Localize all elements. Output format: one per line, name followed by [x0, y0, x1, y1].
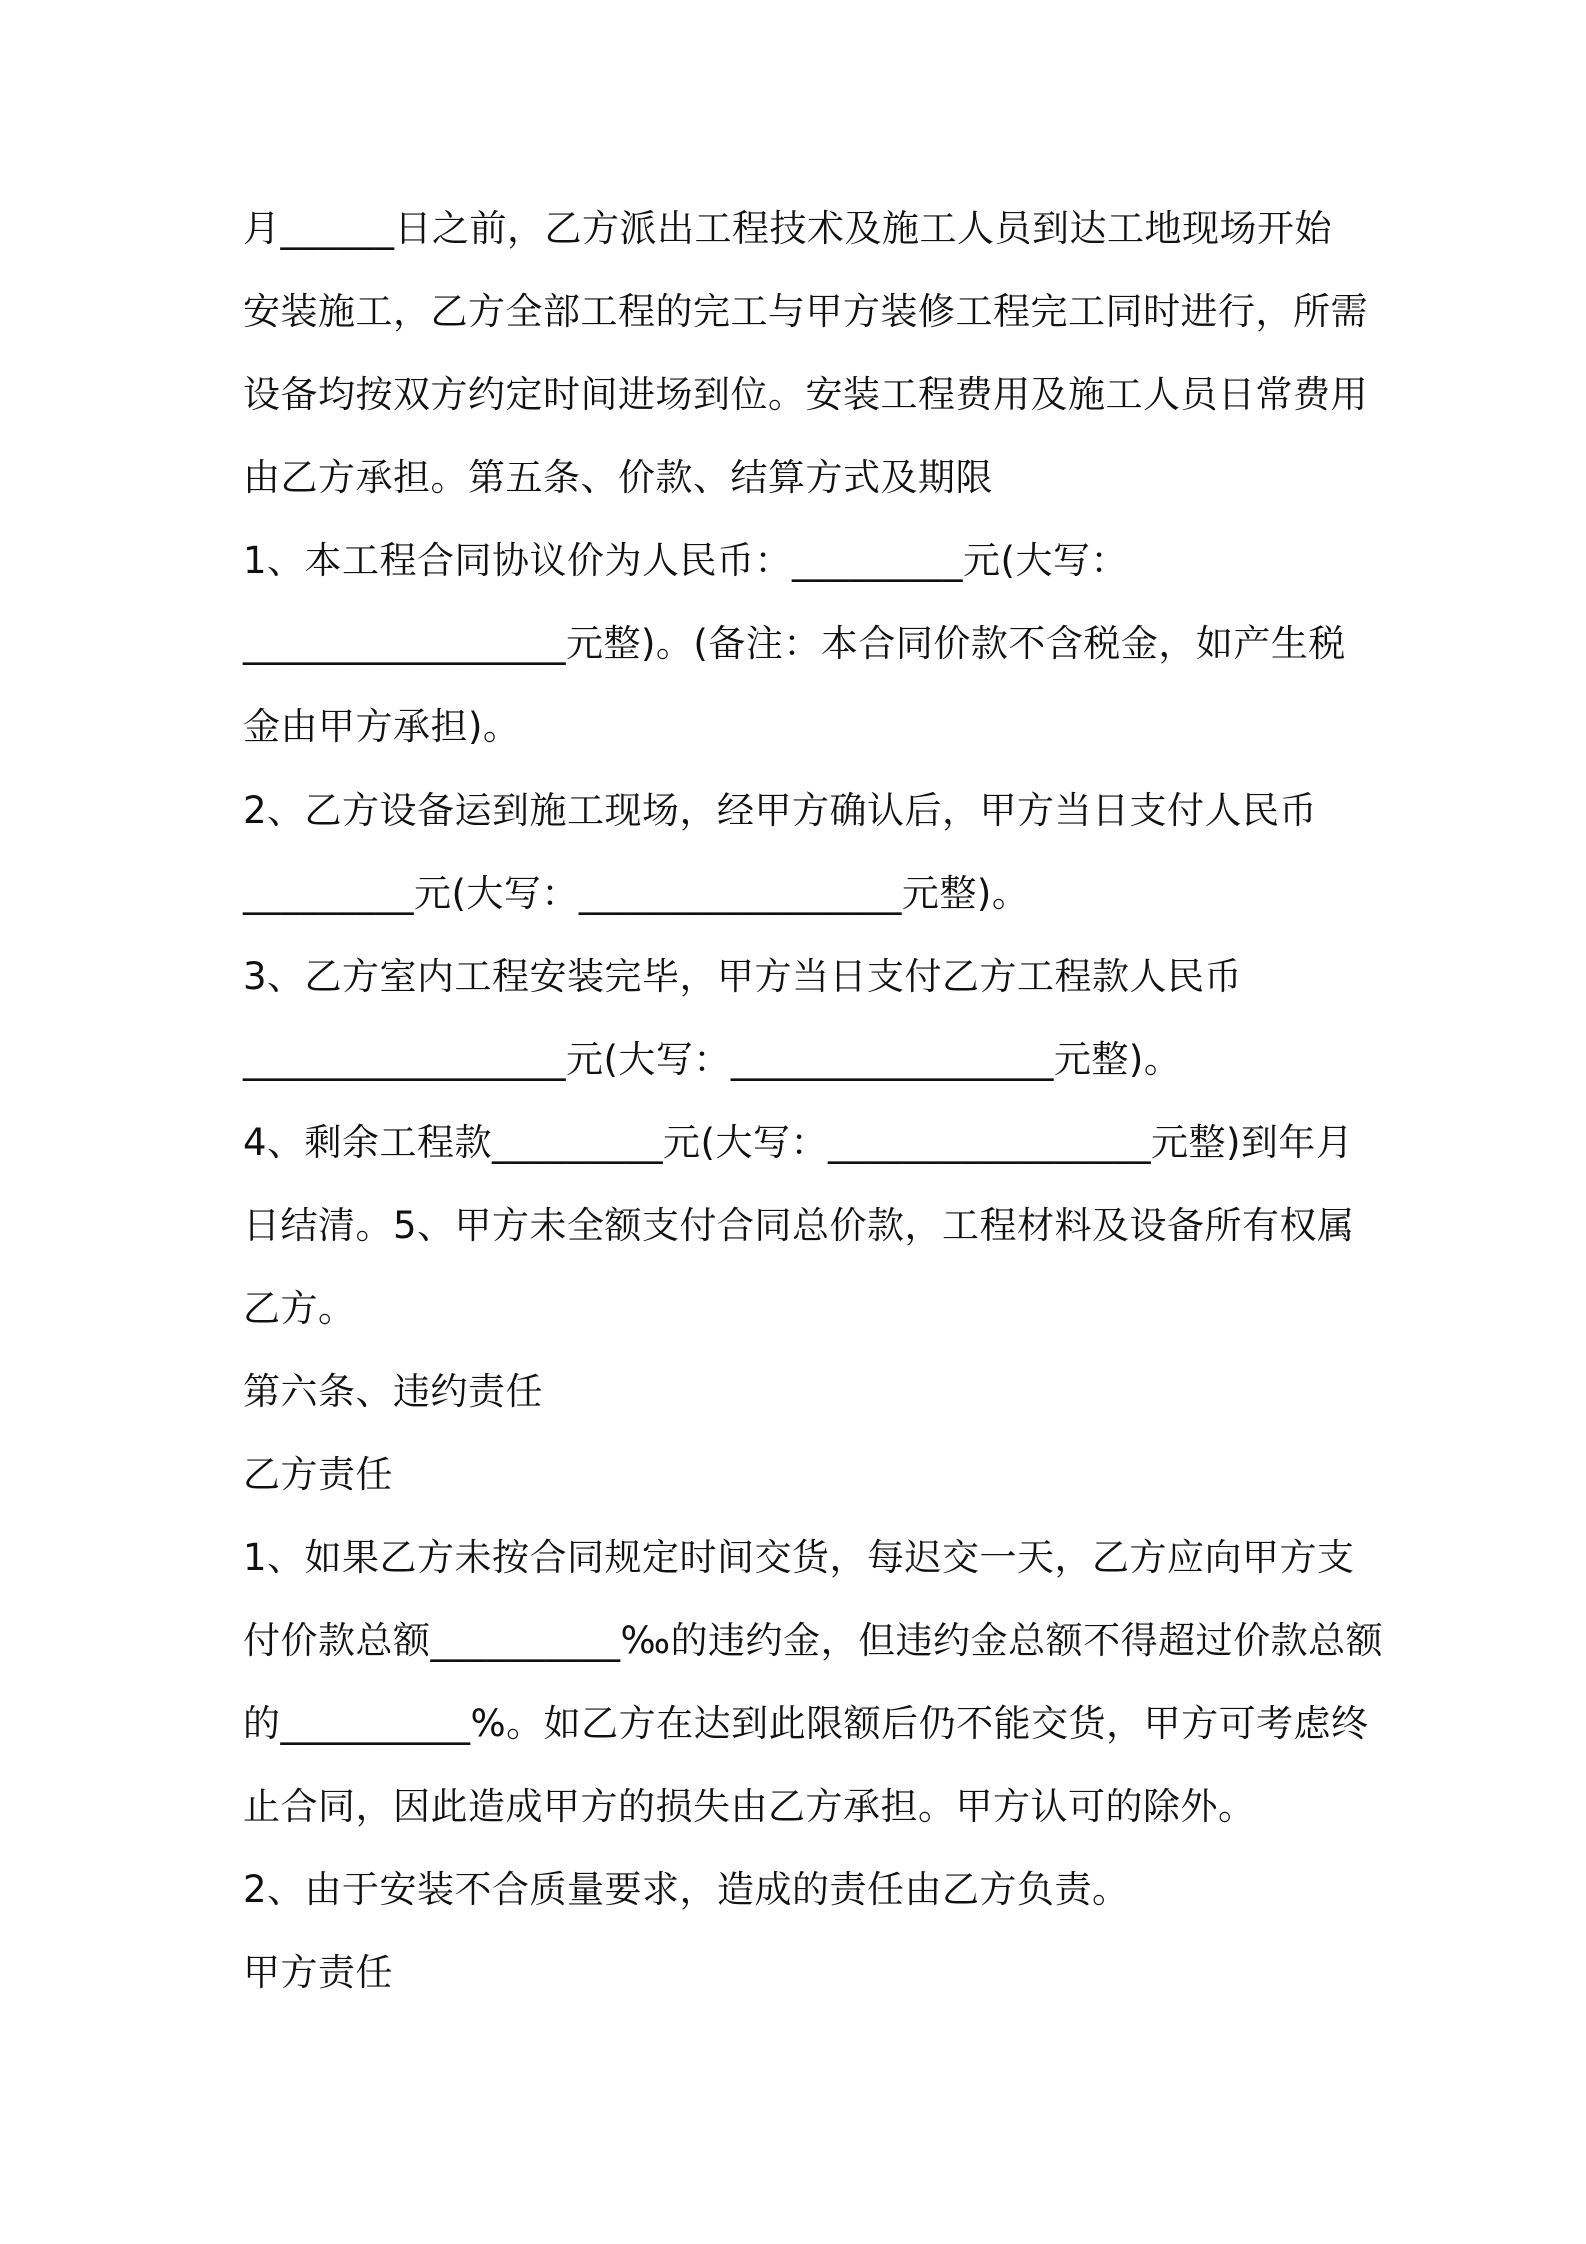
section-heading: 第六条、违约责任	[243, 1370, 543, 1413]
text-line: 日结清。5、甲方未全额支付合同总价款，工程材料及设备所有权属	[243, 1204, 1355, 1247]
text-line: _________________元(大写：_________________元整)。	[243, 1038, 1182, 1081]
text-line: 设备均按双方约定时间进场到位。安装工程费用及施工人员日常费用	[243, 373, 1368, 416]
text-line: 金由甲方承担)。	[243, 705, 521, 748]
text-line: 2、乙方设备运到施工现场，经甲方确认后，甲方当日支付人民币	[243, 789, 1318, 832]
text-line: 乙方。	[243, 1287, 356, 1330]
text-line: 的__________%。如乙方在达到此限额后仍不能交货，甲方可考虑终	[243, 1702, 1369, 1745]
text-line: 2、由于安装不合质量要求，造成的责任由乙方负责。	[243, 1868, 1130, 1911]
text-line: _________元(大写：_________________元整)。	[243, 872, 1030, 915]
text-line: 1、本工程合同协议价为人民币：_________元(大写：	[243, 539, 1128, 582]
text-line: 付价款总额__________‰的违约金，但违约金总额不得超过价款总额	[243, 1619, 1384, 1662]
text-line: 4、剩余工程款_________元(大写：_________________元整)到年月	[243, 1121, 1354, 1164]
section-heading-line: 由乙方承担。第五条、价款、结算方式及期限	[243, 456, 993, 499]
text-line: 3、乙方室内工程安装完毕，甲方当日支付乙方工程款人民币	[243, 955, 1243, 998]
subsection-heading: 乙方责任	[243, 1453, 393, 1496]
text-line: 1、如果乙方未按合同规定时间交货，每迟交一天，乙方应向甲方支	[243, 1536, 1355, 1579]
subsection-heading: 甲方责任	[243, 1951, 393, 1994]
text-line: 安装施工，乙方全部工程的完工与甲方装修工程完工同时进行，所需	[243, 290, 1368, 333]
text-line: 止合同，因此造成甲方的损失由乙方承担。甲方认可的除外。	[243, 1785, 1256, 1828]
text-line: _________________元整)。(备注：本合同价款不含税金，如产生税	[243, 622, 1346, 665]
text-line: 月______日之前，乙方派出工程技术及施工人员到达工地现场开始	[243, 207, 1332, 250]
